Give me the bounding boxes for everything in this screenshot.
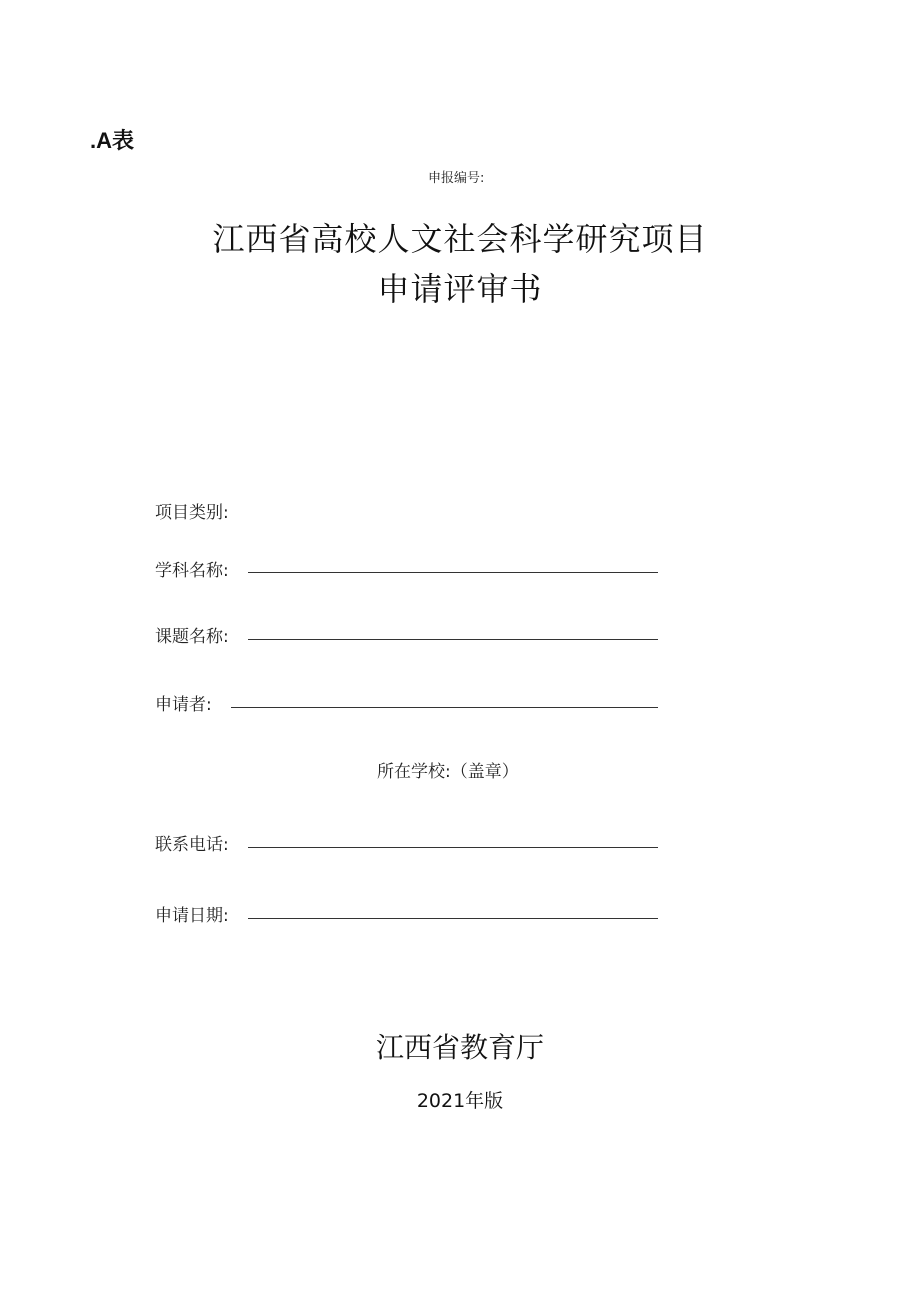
phone-label: 联系电话: — [155, 835, 229, 855]
topic-label: 课题名称: — [155, 627, 229, 647]
school-seal-label: 所在学校:（盖章） — [377, 762, 519, 782]
discipline-label: 学科名称: — [155, 561, 229, 581]
application-number-label: 申报编号: — [428, 171, 485, 186]
date-blank-line[interactable] — [248, 918, 658, 919]
phone-blank-line[interactable] — [248, 847, 658, 848]
discipline-blank-line[interactable] — [248, 572, 658, 573]
date-label: 申请日期: — [155, 906, 229, 926]
applicant-blank-line[interactable] — [231, 707, 658, 708]
form-tag: .A表 — [90, 128, 135, 153]
topic-blank-line[interactable] — [248, 639, 658, 640]
issuing-authority: 江西省教育厅 — [375, 1031, 544, 1064]
project-category-label: 项目类别: — [155, 503, 229, 523]
edition-year: 2021年版 — [416, 1090, 504, 1112]
document-title-line1: 江西省高校人文社会科学研究项目 — [212, 220, 708, 258]
applicant-label: 申请者: — [155, 695, 212, 715]
document-title-line2: 申请评审书 — [377, 270, 543, 308]
